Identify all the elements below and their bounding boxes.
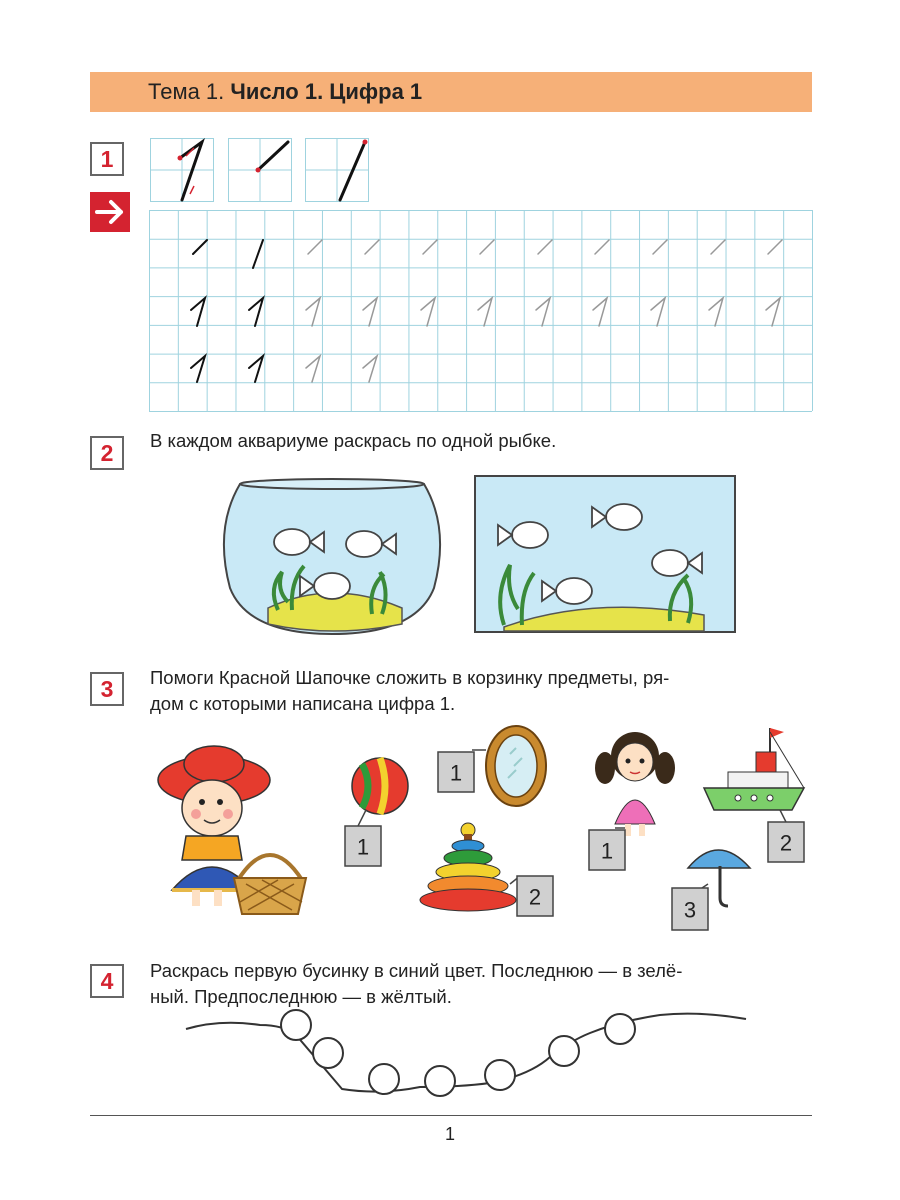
svg-text:3: 3 — [683, 897, 697, 923]
task-number-2: 2 — [90, 436, 124, 470]
item-pyramid — [414, 818, 564, 918]
svg-text:2: 2 — [779, 830, 793, 856]
bead-string — [180, 1005, 760, 1105]
task-2-text: В каждом аквариуме раскрась по одной рыбке. — [150, 430, 557, 451]
topic-header — [90, 72, 812, 112]
red-riding-hood — [152, 740, 312, 915]
svg-text:1: 1 — [356, 834, 370, 860]
svg-text:2: 2 — [528, 884, 542, 910]
task-4-text: Раскрась первую бусинку в синий цвет. Последнюю — в зелё- ный. Предпоследнюю — в жёлтый. — [150, 960, 683, 1007]
writing-grid — [149, 210, 813, 412]
task-number-4: 4 — [90, 964, 124, 998]
page-divider — [90, 1115, 812, 1116]
item-mirror — [436, 720, 556, 810]
rectangular-aquarium — [474, 475, 736, 633]
svg-text:1: 1 — [600, 838, 614, 864]
task-3-text: Помоги Красной Шапочке сложить в корзинку предметы, ря- дом с которыми написана цифра 1. — [150, 667, 670, 714]
item-umbrella — [668, 838, 758, 938]
topic-title: Тема 1. Число 1. Цифра 1 — [148, 79, 423, 104]
task-number-3: 3 — [90, 672, 124, 706]
digit-stroke-samples — [150, 138, 370, 202]
task-number-1: 1 — [90, 142, 124, 176]
svg-text:1: 1 — [449, 760, 463, 786]
arrow-right-icon — [90, 192, 130, 232]
page-number: 1 — [444, 1124, 455, 1144]
round-aquarium — [212, 478, 452, 638]
item-ball — [342, 752, 422, 882]
